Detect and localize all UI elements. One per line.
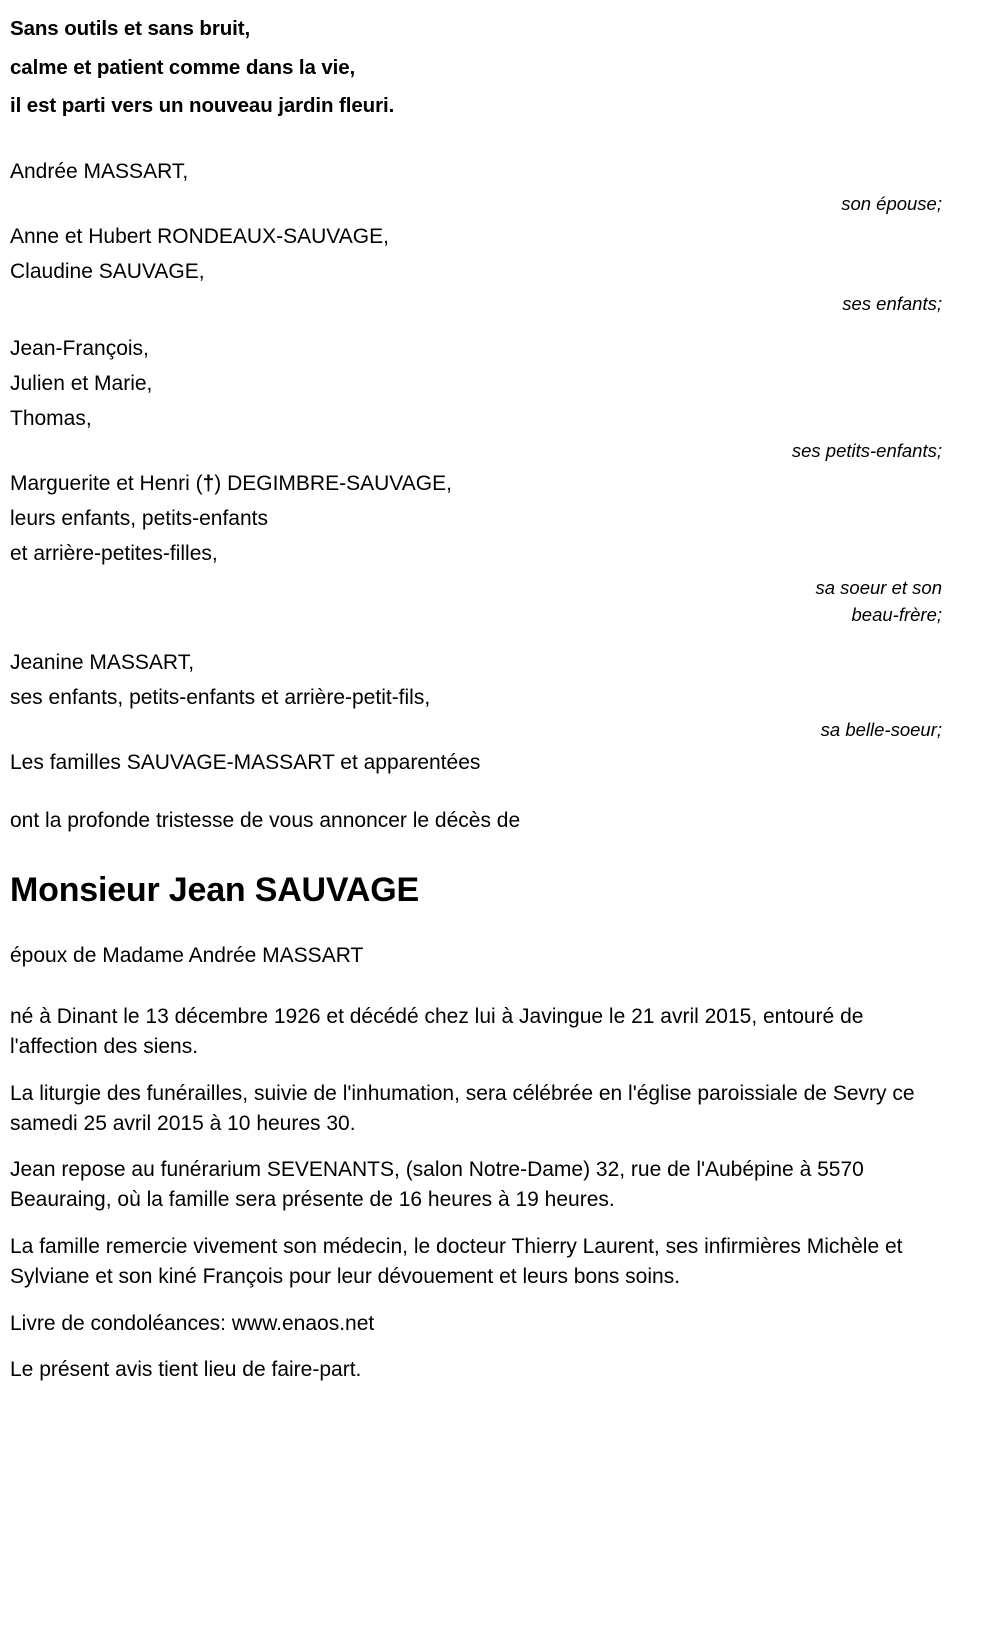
survivor-group-sister	[10, 466, 942, 634]
detail-birth-death: né à Dinant le 13 décembre 1926 et décédé chez lui à Javingue le 21 avril 2015, entouré de l'affection des siens.	[10, 1005, 864, 1058]
survivor-name-suffix: ) DEGIMBRE-SAUVAGE,	[214, 472, 452, 495]
survivor-name: Claudine SAUVAGE,	[10, 260, 205, 283]
survivor-name: Julien et Marie,	[10, 371, 153, 395]
survivor-name: Jean-François,	[10, 336, 149, 360]
relation-label: ses enfants;	[842, 293, 942, 314]
detail-thanks: La famille remercie vivement son médecin, le docteur Thierry Laurent, ses infirmières Michèle et Sylviane et son kiné François pour leur dévouement et leurs bons soins.	[10, 1235, 903, 1288]
survivor-group-grandchildren	[10, 331, 942, 467]
verse-line-3: il est parti vers un nouveau jardin fleuri.	[10, 94, 395, 117]
survivor-group-children	[10, 219, 942, 320]
relation-label-line: sa soeur et son	[815, 577, 942, 598]
survivor-name: Thomas,	[10, 406, 92, 430]
deceased-spouse-line: époux de Madame Andrée MASSART	[10, 944, 364, 968]
survivor-name: leurs enfants, petits-enfants	[10, 507, 268, 530]
announcement-intro: ont la profonde tristesse de vous annoncer le décès de	[10, 809, 521, 833]
relation-label: ses petits-enfants;	[791, 439, 942, 461]
detail-liturgy: La liturgie des funérailles, suivie de l'inhumation, sera célébrée en l'église paroissiale de Sevry ce samedi 25 avril 2015 à 10 heures 30.	[10, 1081, 915, 1135]
detail-condolences-book[interactable]: Livre de condoléances: www.enaos.net	[10, 1311, 375, 1335]
dagger-icon: †	[202, 472, 215, 495]
detail-notice-footer: Le présent avis tient lieu de faire-part.	[10, 1358, 362, 1382]
survivor-group-families	[10, 745, 942, 780]
survivor-name: Anne et Hubert RONDEAUX-SAUVAGE,	[10, 225, 389, 248]
deceased-name: Monsieur Jean SAUVAGE	[10, 871, 419, 910]
survivor-name: Jeanine MASSART,	[10, 650, 195, 674]
survivor-name: et arrière-petites-filles,	[10, 542, 218, 565]
survivor-name: Les familles SAUVAGE-MASSART et apparentées	[10, 751, 481, 775]
funeral-details	[10, 1002, 942, 1385]
relation-label: sa belle-soeur;	[820, 718, 942, 740]
survivor-name-prefix: Marguerite et Henri (	[10, 472, 203, 495]
detail-funeral-home: Jean repose au funérarium SEVENANTS, (salon Notre-Dame) 32, rue de l'Aubépine à 5570 Beauraing, où la famille sera présente de 16 heures à 19 heures.	[10, 1158, 864, 1212]
memorial-verse	[10, 10, 942, 126]
survivor-name: Andrée MASSART,	[10, 159, 189, 183]
survivor-group-sister-in-law	[10, 645, 942, 746]
survivor-name: ses enfants, petits-enfants et arrière-petit-fils,	[10, 685, 431, 709]
survivor-group-spouse	[10, 154, 942, 220]
relation-label: son épouse;	[841, 192, 942, 214]
relation-label-line: beau-frère;	[851, 603, 942, 625]
verse-line-2: calme et patient comme dans la vie,	[10, 55, 356, 79]
relation-label	[10, 571, 942, 634]
group-spacer	[10, 320, 942, 331]
group-spacer	[10, 634, 942, 645]
survivor-name	[10, 466, 942, 501]
survivors-list	[10, 154, 942, 781]
verse-line-1: Sans outils et sans bruit,	[10, 17, 251, 40]
